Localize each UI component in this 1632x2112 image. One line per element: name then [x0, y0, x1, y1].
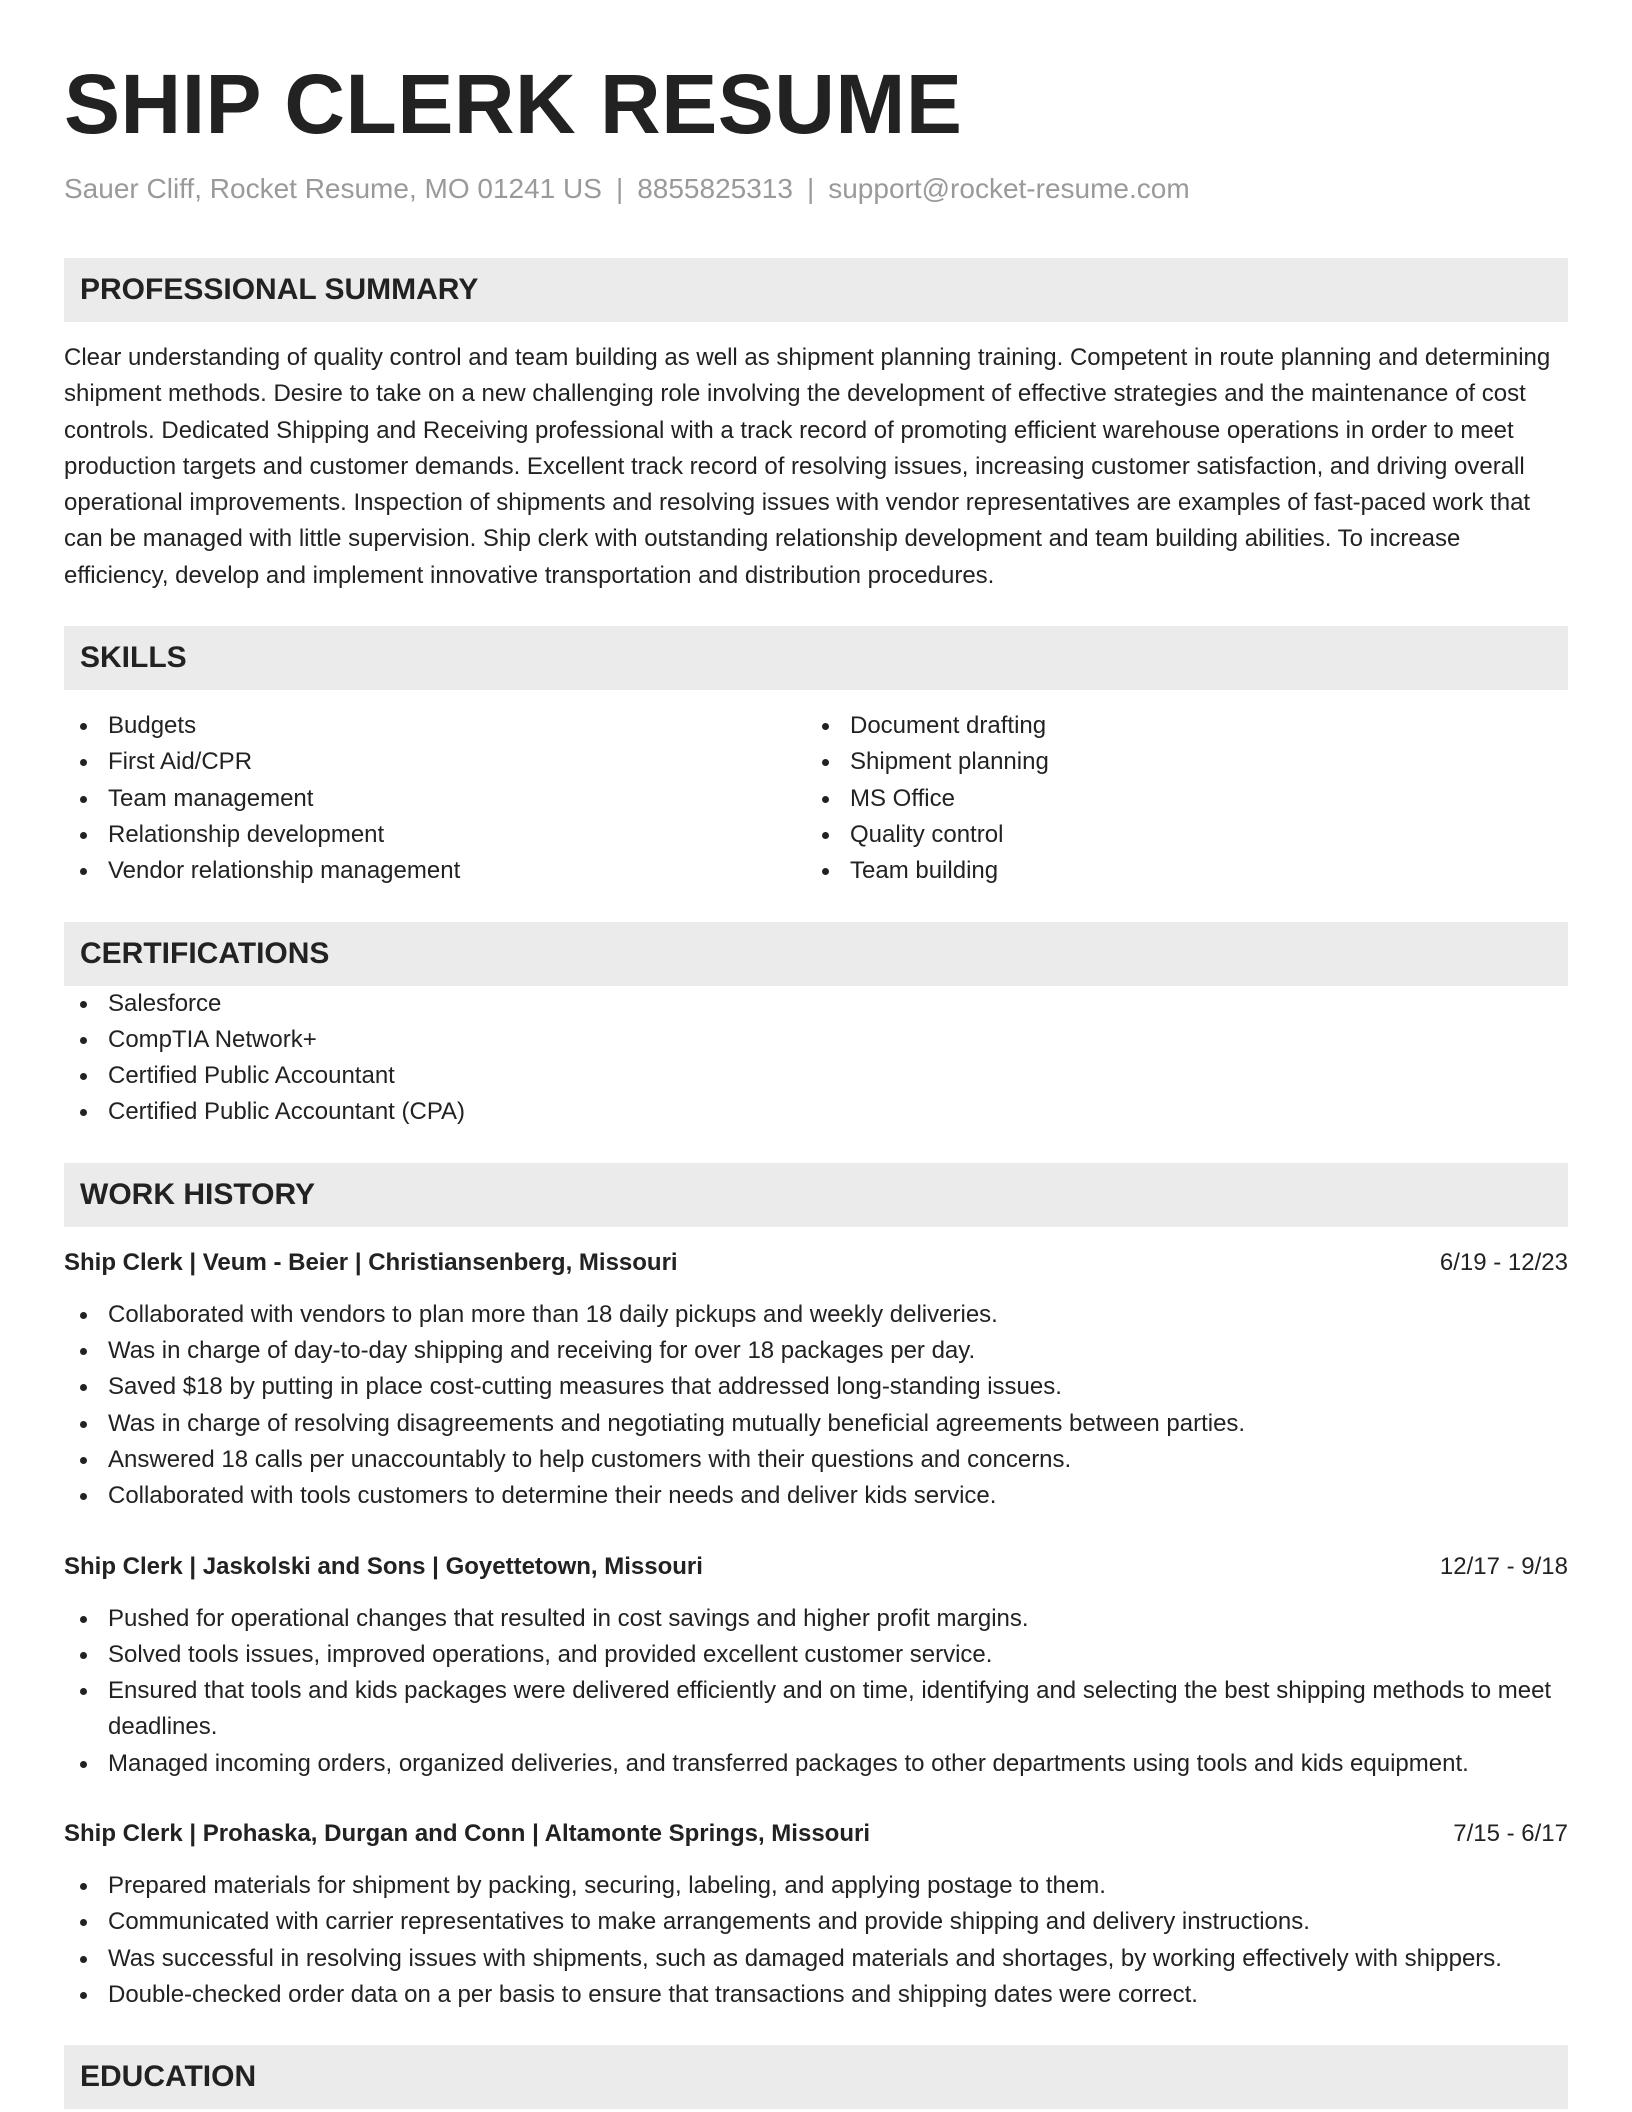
contact-separator: | [806, 173, 815, 204]
job-entry [64, 1245, 1568, 1515]
list-item: Shipment planning [806, 744, 1548, 780]
job-bullets [64, 1868, 1568, 2013]
list-item: Relationship development [64, 817, 806, 853]
job-title: Ship Clerk | Prohaska, Durgan and Conn | Altamonte Springs, Missouri [64, 1820, 870, 1848]
list-item: Document drafting [806, 708, 1548, 744]
list-item: Vendor relationship management [64, 853, 806, 889]
list-item: Ensured that tools and kids packages were delivered efficiently and on time, identifying and selecting the best shipping methods to meet deadlines. [64, 1673, 1568, 1746]
list-item: MS Office [806, 781, 1548, 817]
contact-phone: 8855825313 [637, 173, 793, 204]
job-dates: 7/15 - 6/17 [1453, 1820, 1568, 1848]
list-item: Communicated with carrier representatives to make arrangements and provide shipping and delivery instructions. [64, 1904, 1568, 1940]
skills-column-right [806, 708, 1548, 889]
job-header [64, 1816, 1568, 1852]
list-item: Saved $18 by putting in place cost-cutting measures that addressed long-standing issues. [64, 1369, 1568, 1405]
contact-separator: | [615, 173, 624, 204]
certifications-list [64, 986, 1568, 1131]
contact-email: support@rocket-resume.com [828, 173, 1190, 204]
contact-address: Sauer Cliff, Rocket Resume, MO 01241 US [64, 173, 602, 204]
list-item: Budgets [64, 708, 806, 744]
list-item: Managed incoming orders, organized deliveries, and transferred packages to other departments using tools and kids equipment. [64, 1746, 1568, 1782]
page-title: SHIP CLERK RESUME [64, 57, 963, 151]
list-item: Salesforce [64, 986, 1568, 1022]
list-item: Was in charge of resolving disagreements and negotiating mutually beneficial agreements between parties. [64, 1406, 1568, 1442]
section-header-skills: SKILLS [64, 626, 1568, 690]
list-item: CompTIA Network+ [64, 1022, 1568, 1058]
job-bullets [64, 1601, 1568, 1782]
skills-column-left [64, 708, 806, 889]
summary-text: Clear understanding of quality control and team building as well as shipment planning training. Competent in route planning and determining shipment methods. Desire to take on a new challenging role involving the development of effective strategies and the maintenance of cost controls. Dedicated Shipping and Receiving professional with a track record of promoting efficient warehouse operations in order to meet production targets and customer demands. Excellent track record of resolving issues, increasing customer satisfaction, and driving overall operational improvements. Inspection of shipments and resolving issues with vendor representatives are examples of fast-paced work that can be managed with little supervision. Ship clerk with outstanding relationship development and team building abilities. To increase efficiency, develop and implement innovative transportation and distribution procedures. [64, 344, 1551, 589]
list-item: Certified Public Accountant [64, 1058, 1568, 1094]
section-header-work-history: WORK HISTORY [64, 1163, 1568, 1227]
job-dates: 12/17 - 9/18 [1439, 1552, 1568, 1580]
job-entry [64, 1549, 1568, 1782]
list-item: Team management [64, 781, 806, 817]
job-title: Ship Clerk | Jaskolski and Sons | Goyettetown, Missouri [64, 1552, 703, 1580]
list-item: Solved tools issues, improved operations, and provided excellent customer service. [64, 1637, 1568, 1673]
list-item: Double-checked order data on a per basis to ensure that transactions and shipping dates were correct. [64, 1977, 1568, 2013]
list-item: Answered 18 calls per unaccountably to help customers with their questions and concerns. [64, 1442, 1568, 1478]
job-header [64, 1245, 1568, 1281]
job-bullets [64, 1297, 1568, 1515]
section-header-professional-summary: PROFESSIONAL SUMMARY [64, 258, 1568, 322]
job-entry [64, 1816, 1568, 2013]
list-item: Was successful in resolving issues with shipments, such as damaged materials and shortages, by working effectively with shippers. [64, 1941, 1568, 1977]
list-item: Collaborated with vendors to plan more than 18 daily pickups and weekly deliveries. [64, 1297, 1568, 1333]
job-header [64, 1549, 1568, 1585]
skills-list [64, 708, 1568, 889]
list-item: Quality control [806, 817, 1548, 853]
list-item: Prepared materials for shipment by packing, securing, labeling, and applying postage to them. [64, 1868, 1568, 1904]
job-title: Ship Clerk | Veum - Beier | Christiansenberg, Missouri [64, 1248, 678, 1276]
list-item: First Aid/CPR [64, 744, 806, 780]
list-item: Certified Public Accountant (CPA) [64, 1094, 1568, 1130]
list-item: Pushed for operational changes that resulted in cost savings and higher profit margins. [64, 1601, 1568, 1637]
list-item: Collaborated with tools customers to determine their needs and deliver kids service. [64, 1478, 1568, 1514]
job-dates: 6/19 - 12/23 [1439, 1248, 1568, 1276]
section-header-education: EDUCATION [64, 2045, 1568, 2109]
list-item: Was in charge of day-to-day shipping and receiving for over 18 packages per day. [64, 1333, 1568, 1369]
contact-line [64, 172, 1568, 206]
section-header-certifications: CERTIFICATIONS [64, 922, 1568, 986]
list-item: Team building [806, 853, 1548, 889]
